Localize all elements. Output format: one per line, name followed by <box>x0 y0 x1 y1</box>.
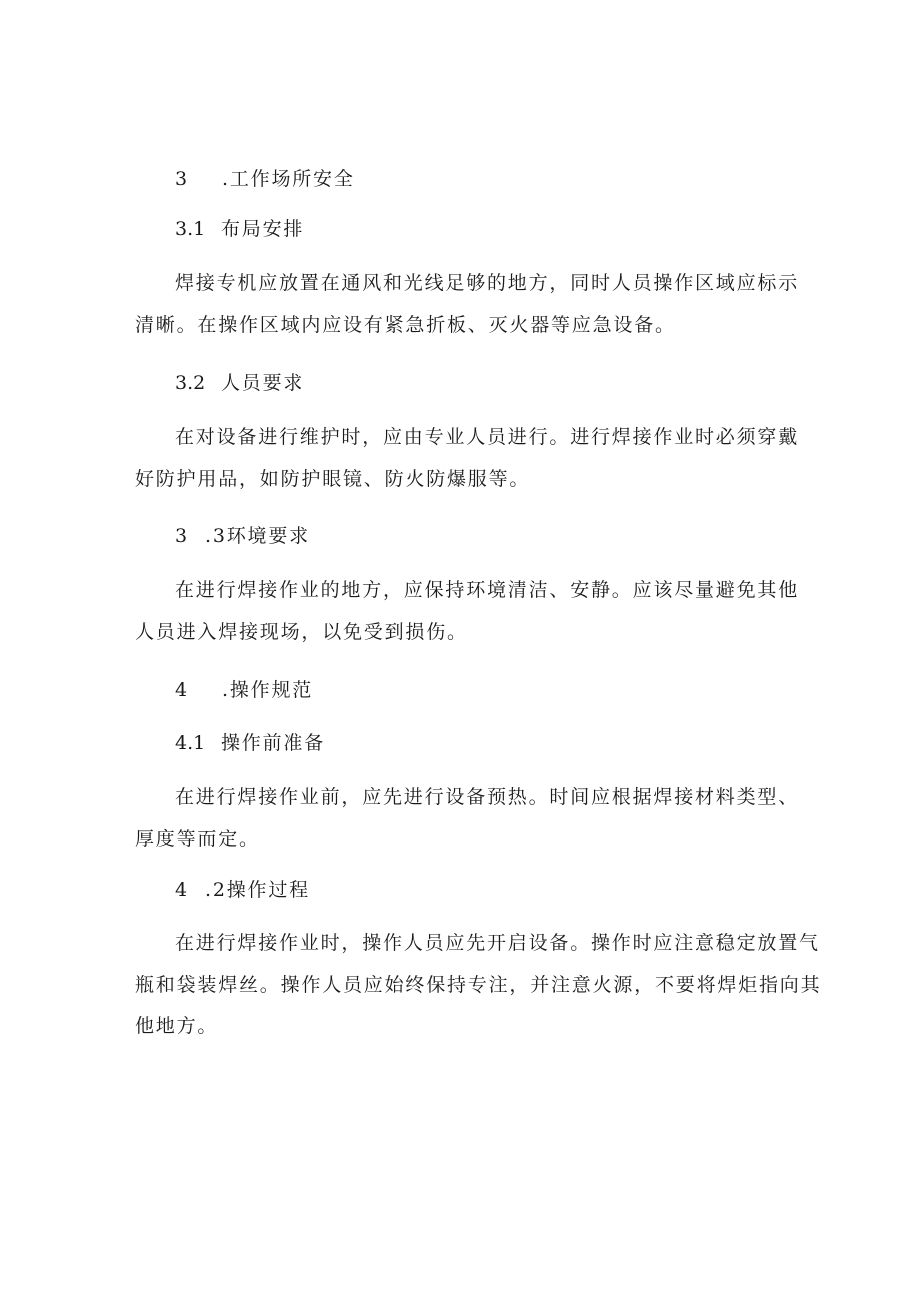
subsection-title: 操作前准备 <box>221 732 326 754</box>
section-number: 3 <box>175 168 188 190</box>
paragraph-line: 焊接专机应放置在通风和光线足够的地方，同时人员操作区域应标示 <box>175 272 800 294</box>
subsection-heading <box>175 371 304 395</box>
paragraph-line: 在进行焊接作业时，操作人员应先开启设备。操作时应注意稳定放置气 <box>175 932 820 954</box>
subsection-title: 布局安排 <box>221 218 305 240</box>
section-title: .操作规范 <box>222 679 314 701</box>
paragraph-line: 在对设备进行维护时，应由专业人员进行。进行焊接作业时必须穿戴 <box>175 426 800 448</box>
paragraph-line: 好防护用品，如防护眼镜、防火防爆服等。 <box>135 468 531 490</box>
subsection-number: 4.1 <box>175 732 206 754</box>
subsection-number: 3.2 <box>175 372 206 394</box>
paragraph-line: 他地方。 <box>135 1015 219 1037</box>
subsection-number: 4 <box>175 879 188 901</box>
subsection-number: 3.1 <box>175 218 206 240</box>
section-number: 4 <box>175 679 188 701</box>
subsection-heading <box>175 217 304 241</box>
paragraph-line: 在进行焊接作业的地方，应保持环境清洁、安静。应该尽量避免其他 <box>175 579 800 601</box>
subsection-number: 3 <box>175 525 188 547</box>
subsection-title: .3环境要求 <box>205 525 310 547</box>
subsection-heading <box>175 524 310 548</box>
paragraph-line: 厚度等而定。 <box>135 828 260 850</box>
subsection-title: 人员要求 <box>221 372 305 394</box>
subsection-heading <box>175 878 310 902</box>
subsection-heading <box>175 731 325 755</box>
paragraph-line: 人员进入焊接现场，以免受到损伤。 <box>135 621 468 643</box>
section-heading <box>175 167 355 191</box>
section-heading <box>175 678 313 702</box>
section-title: .工作场所安全 <box>222 168 355 190</box>
paragraph-line: 瓶和袋装焊丝。操作人员应始终保持专注，并注意火源，不要将焊炬指向其 <box>135 974 822 996</box>
paragraph-line: 清晰。在操作区域内应设有紧急折板、灭火器等应急设备。 <box>135 314 676 336</box>
paragraph-line: 在进行焊接作业前，应先进行设备预热。时间应根据焊接材料类型、 <box>175 786 800 808</box>
subsection-title: .2操作过程 <box>205 879 310 901</box>
